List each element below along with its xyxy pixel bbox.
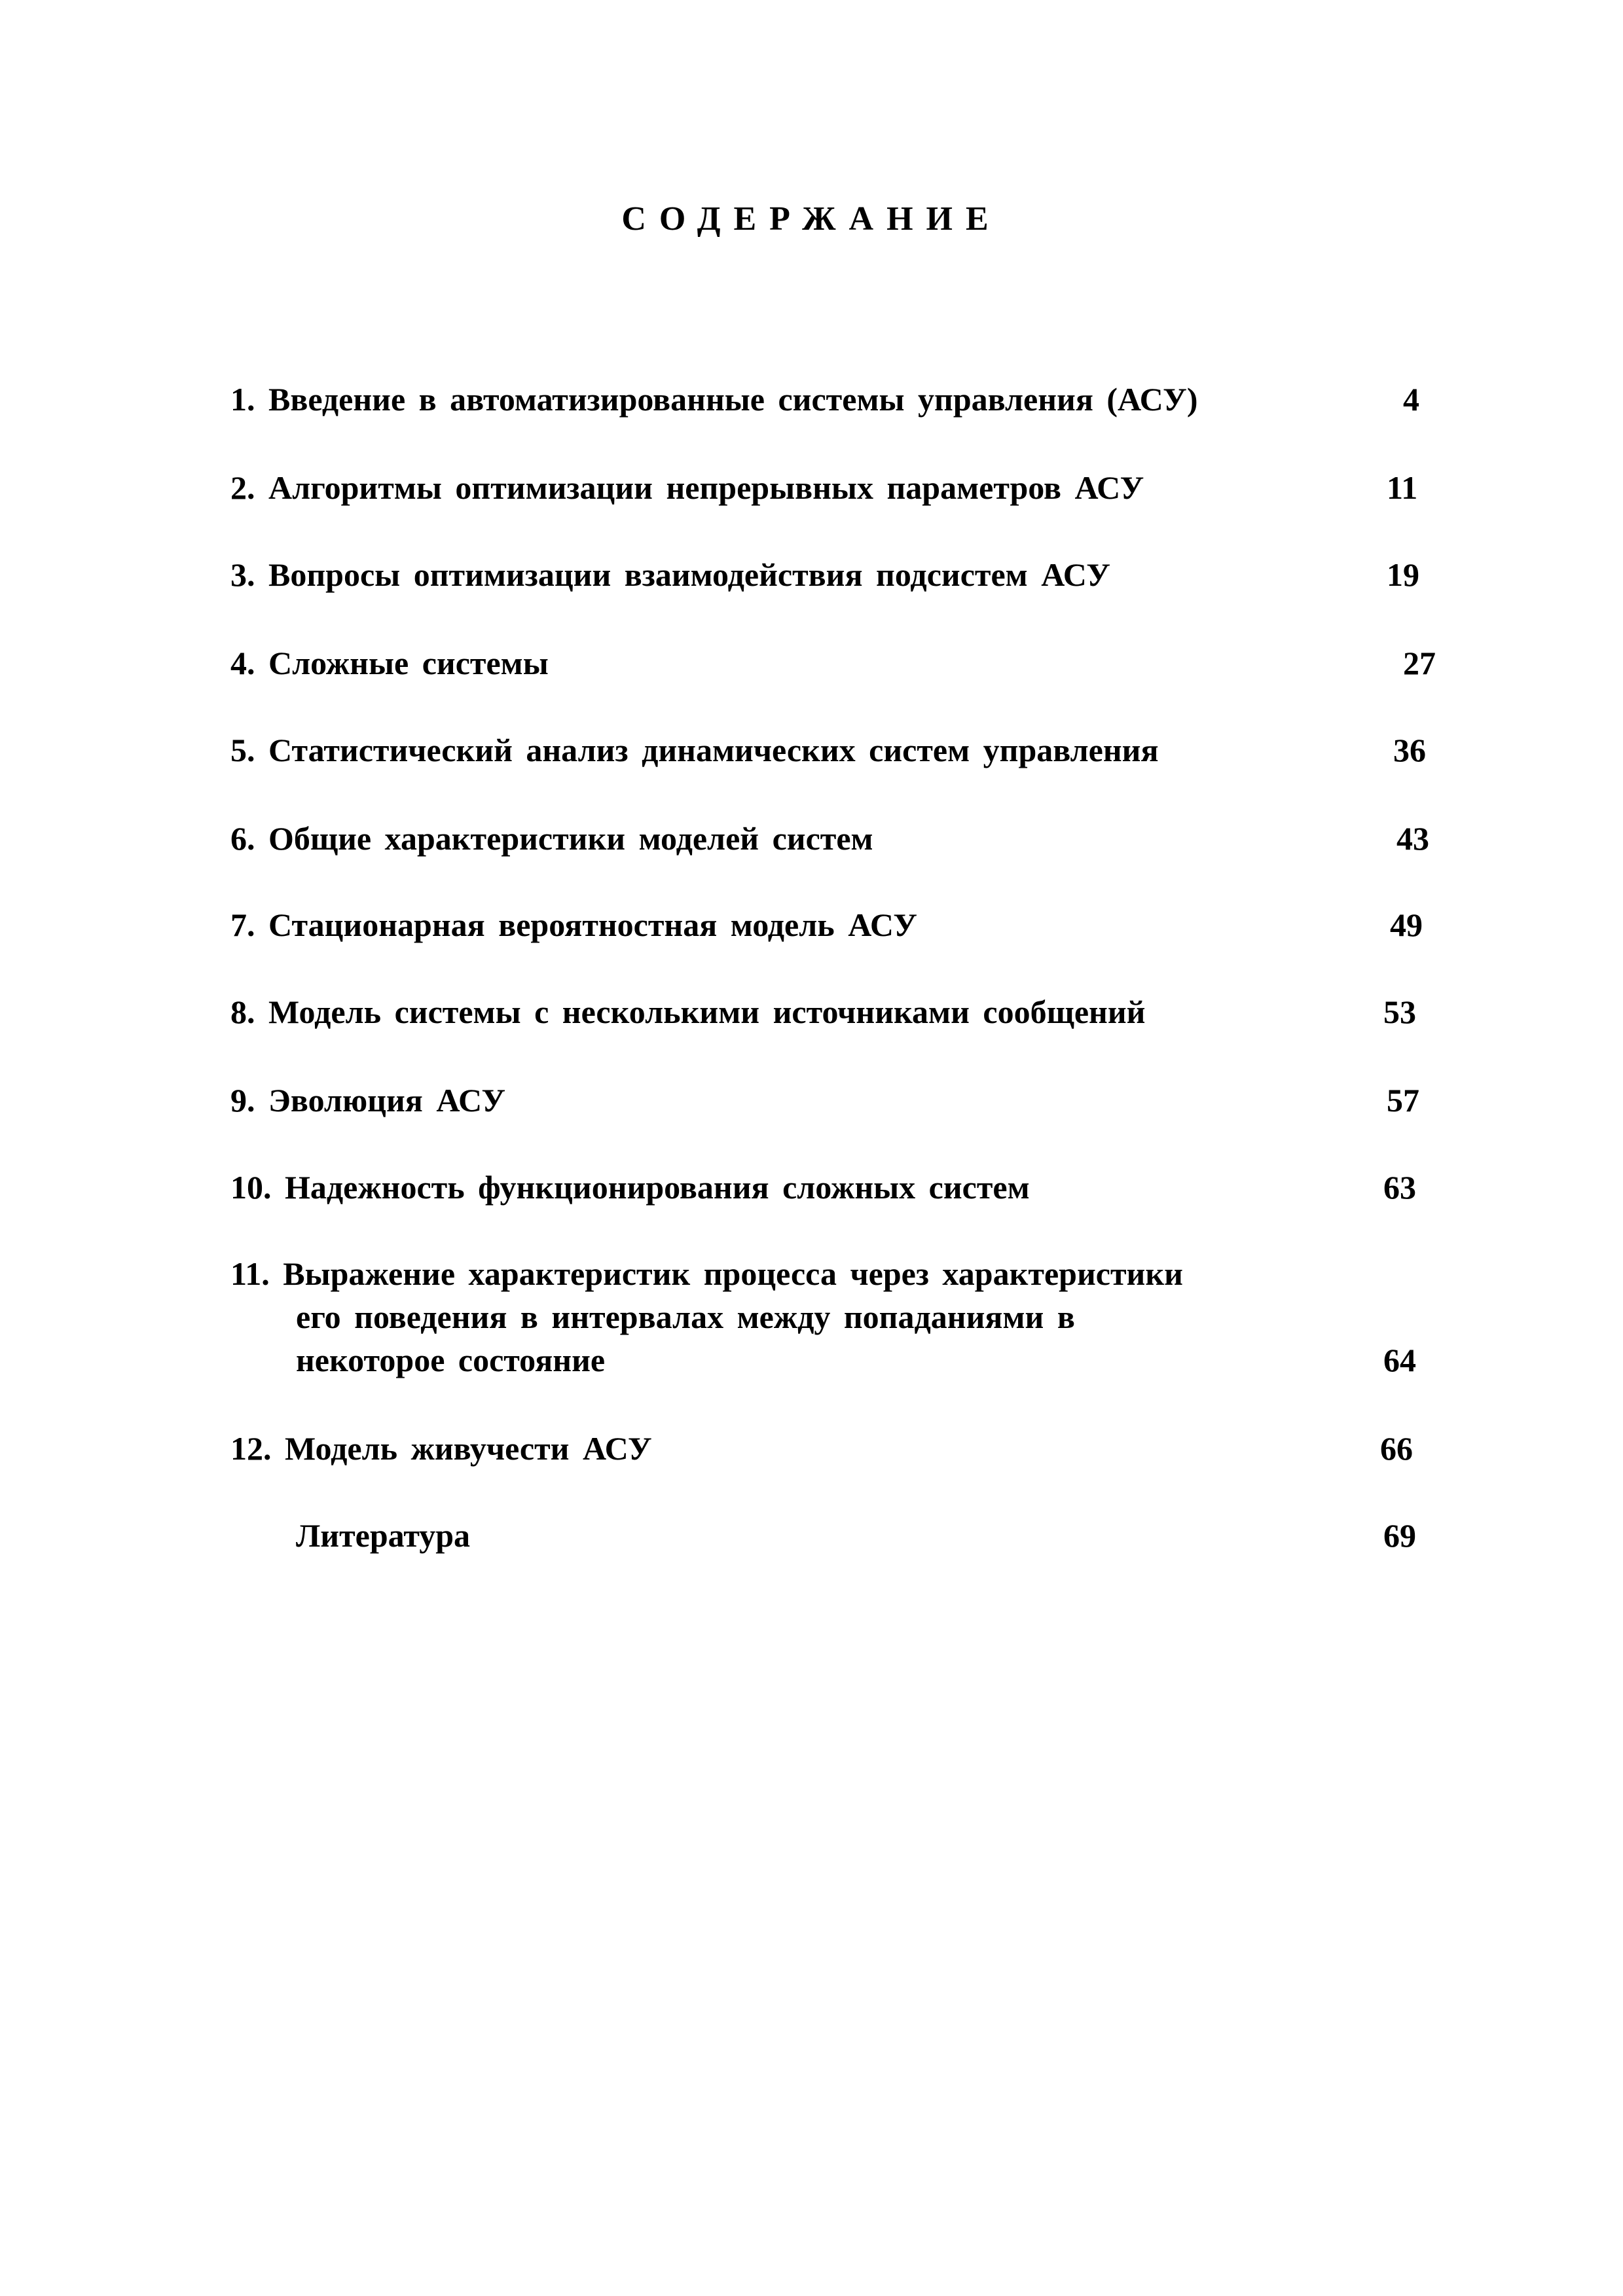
toc-entry-title: 1. Введение в автоматизированные системы управления (АСУ) [230, 381, 1198, 418]
toc-page-number: 19 [1387, 556, 1419, 593]
toc-entry-title-continuation: его поведения в интервалах между попаданиями в [296, 1299, 1075, 1335]
toc-entry-title: 6. Общие характеристики моделей систем [230, 820, 873, 857]
toc-entry [230, 1166, 1442, 1209]
toc-entry-title: 8. Модель системы с несколькими источниками сообщений [230, 994, 1146, 1030]
toc-page-number: 4 [1403, 381, 1419, 418]
toc-entry-title: 10. Надежность функционирования сложных систем [230, 1169, 1030, 1206]
toc-entry [230, 1079, 1442, 1122]
toc-entry-title: Литература [296, 1517, 471, 1554]
toc-entry-title-continuation: некоторое состояние [296, 1342, 606, 1378]
toc-entry [230, 1427, 1442, 1470]
toc-entry [230, 378, 1442, 421]
toc-entry [296, 1514, 1507, 1557]
toc-page-number: 11 [1387, 469, 1418, 506]
toc-entry-title: 11. Выражение характеристик процесса через характеристики [230, 1255, 1183, 1292]
toc-page-number: 69 [1383, 1517, 1416, 1554]
page-title: СОДЕРЖАНИЕ [621, 200, 1002, 238]
toc-entry [230, 728, 1442, 772]
toc-page-number: 49 [1390, 906, 1423, 943]
toc-entry-title: 4. Сложные системы [230, 645, 549, 681]
toc-entry [230, 903, 1442, 946]
toc-entry [230, 1252, 1442, 1382]
toc-page-number: 53 [1383, 994, 1416, 1030]
toc-entry-title: 2. Алгоритмы оптимизации непрерывных параметров АСУ [230, 469, 1144, 506]
toc-page-number: 36 [1393, 732, 1426, 768]
toc-entry [230, 466, 1442, 509]
toc-entry [230, 553, 1442, 596]
toc-entry-title: 3. Вопросы оптимизации взаимодействия подсистем АСУ [230, 556, 1110, 593]
toc-page-number: 57 [1387, 1082, 1419, 1119]
toc-page-number: 66 [1380, 1430, 1413, 1467]
toc-entry-title: 9. Эволюция АСУ [230, 1082, 506, 1119]
toc-entry-title: 5. Статистический анализ динамических систем управления [230, 732, 1159, 768]
toc-entry [230, 817, 1442, 860]
toc-entry [230, 641, 1442, 685]
toc-entry [230, 990, 1442, 1033]
toc-page-number: 27 [1403, 645, 1436, 681]
toc-page-number: 63 [1383, 1169, 1416, 1206]
toc-entry-title: 12. Модель живучести АСУ [230, 1430, 652, 1467]
toc-page-number: 43 [1396, 820, 1429, 857]
toc-entry-title: 7. Стационарная вероятностная модель АСУ [230, 906, 917, 943]
toc-page-number: 64 [1383, 1342, 1416, 1378]
